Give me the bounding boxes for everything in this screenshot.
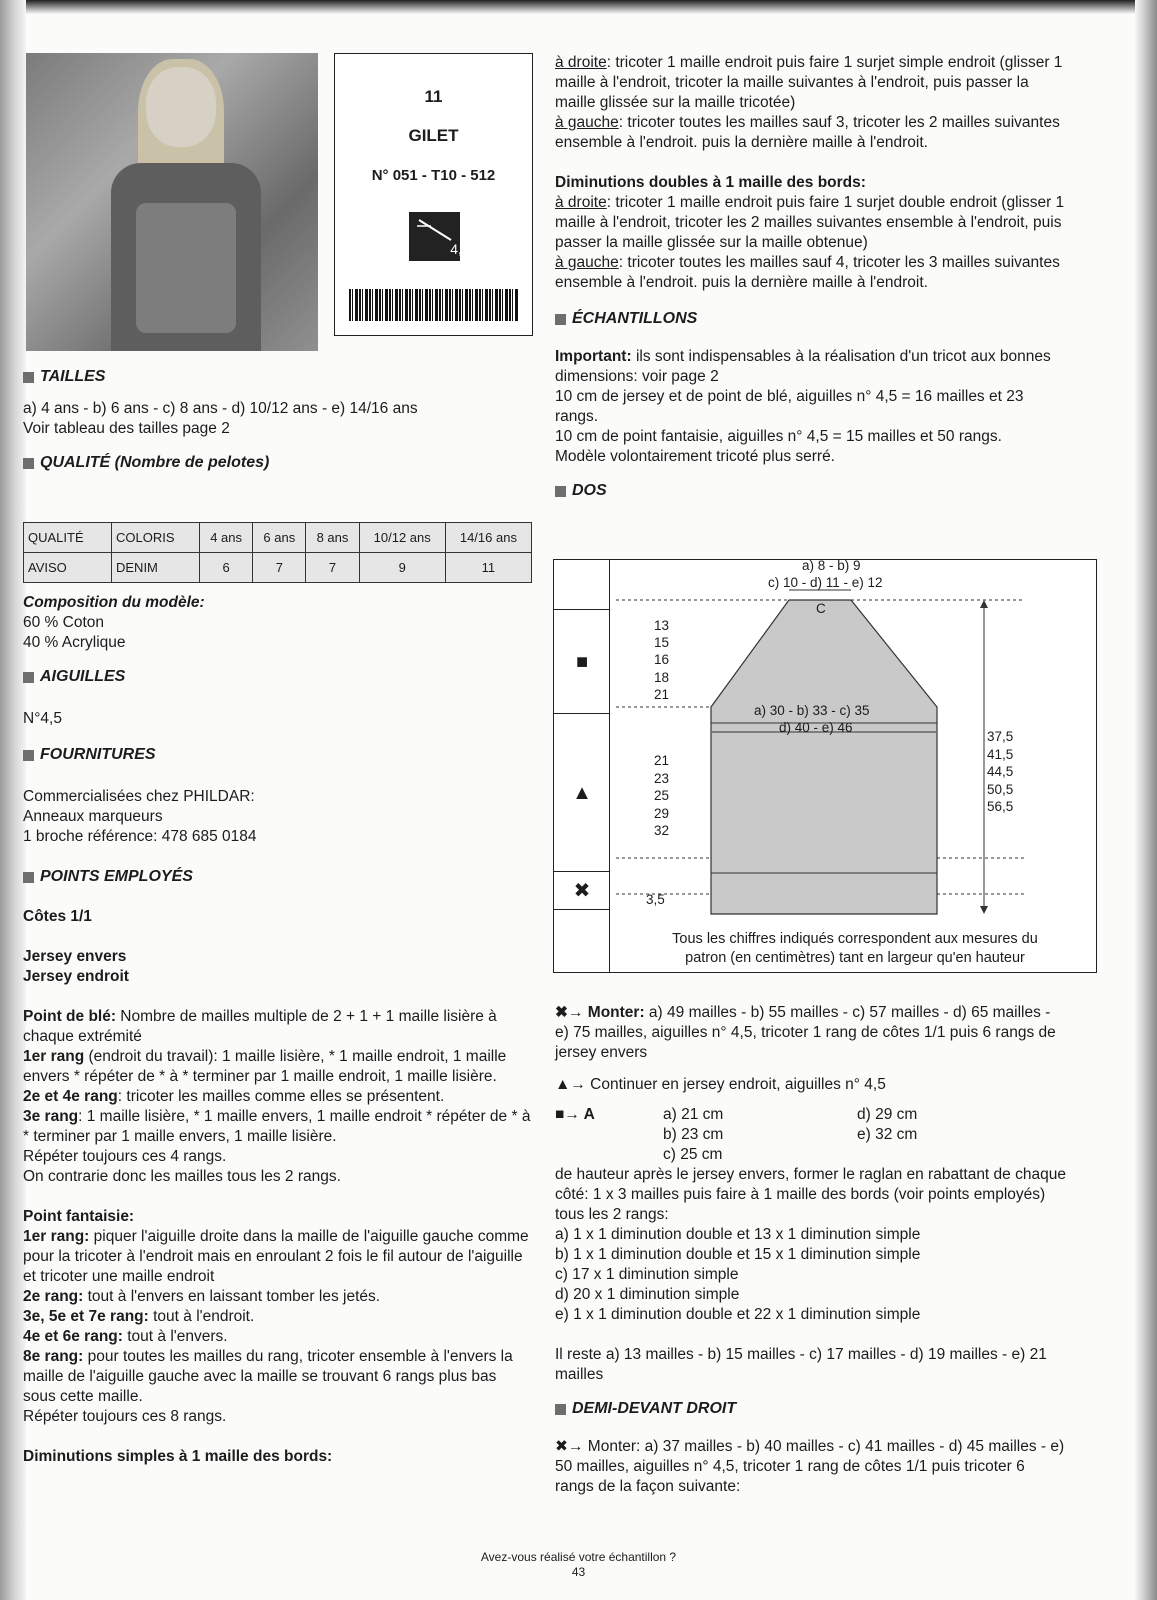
pattern-number: 11	[424, 87, 443, 106]
barcode	[349, 289, 519, 321]
ble-r2-label: 2e et 4e rang	[23, 1088, 118, 1105]
dim-line: e) 1 x 1 diminution double et 22 x 1 diminution simple	[555, 1306, 921, 1323]
dos-schematic	[553, 559, 1097, 973]
pattern-reference: N° 051 - T10 - 512	[371, 167, 496, 184]
dos2: ▲→ Continuer en jersey endroit, aiguilles n° 4,5	[555, 1076, 886, 1093]
pattern-name: GILET	[408, 126, 459, 145]
double-droite-label: à droite	[555, 194, 607, 211]
left-num: 21	[654, 687, 670, 702]
echantillons-title: ÉCHANTILLONS	[572, 310, 698, 327]
composition-line: 40 % Acrylique	[23, 634, 126, 651]
height-value: d) 29 cm	[857, 1106, 918, 1123]
ble-r1: (endroit du travail): 1 maille lisière, * 1 maille endroit, 1 maille envers * répéter de * à * terminer par 1 maille endroit, 1 maille lisière.	[23, 1048, 507, 1085]
f3: tout à l'endroit.	[148, 1308, 255, 1325]
qualite-title: QUALITÉ (Nombre de pelotes)	[40, 454, 270, 471]
simple-gauche: : tricoter toutes les mailles sauf 3, tricoter les 2 mailles suivantes ensemble à l'endroit. puis la dernière maille à l'endroit.	[555, 114, 1060, 151]
right-num: 44,5	[987, 764, 1014, 779]
dim-simple-title: Diminutions simples à 1 maille des bords:	[23, 1448, 333, 1465]
fournitures-line: 1 broche référence: 478 685 0184	[23, 828, 257, 845]
table-header: 10/12 ans	[359, 523, 445, 553]
jersey-endroit: Jersey endroit	[23, 968, 129, 985]
ble-intro: Nombre de mailles multiple de 2 + 1 + 1 maille lisière à chaque extrémité	[23, 1008, 497, 1045]
fournitures-title: FOURNITURES	[40, 746, 156, 763]
simple-gauche-label: à gauche	[555, 114, 619, 131]
left-num: 23	[654, 771, 670, 786]
aiguilles-title: AIGUILLES	[40, 668, 126, 685]
dim-line: d) 20 x 1 diminution simple	[555, 1286, 740, 1303]
caption-line: Tous les chiffres indiqués correspondent aux mesures du	[672, 931, 1038, 947]
right-column-lower	[555, 1003, 1067, 1497]
caption-line: patron (en centimètres) tant en largeur qu'en hauteur	[685, 950, 1025, 966]
aiguilles-line: N°4,5	[23, 710, 62, 727]
f3-label: 3e, 5e et 7e rang:	[23, 1308, 149, 1325]
dim-top1: a) 8 - b) 9	[802, 558, 861, 573]
quality-table	[23, 522, 532, 583]
jersey-envers: Jersey envers	[23, 948, 127, 965]
page-top-shadow	[0, 0, 1157, 14]
table-header: COLORIS	[112, 523, 200, 553]
height-value: e) 32 cm	[857, 1126, 918, 1143]
composition-line: 60 % Coton	[23, 614, 104, 631]
dos3-sym: ■→ A	[555, 1106, 595, 1123]
dim-line: c) 17 x 1 diminution simple	[555, 1266, 739, 1283]
demi1: ✖→ Monter: a) 37 mailles - b) 40 mailles - c) 41 mailles - d) 45 mailles - e) 50 mailles, aiguilles n° 4,5, tricoter 1 rang de côtes 1/1 puis tricoter 6 rangs de la façon suivante:	[555, 1438, 1065, 1495]
table-header: 8 ans	[306, 523, 359, 553]
table-header: 14/16 ans	[445, 523, 531, 553]
dim-line: b) 1 x 1 diminution double et 15 x 1 diminution simple	[555, 1246, 921, 1263]
right-num: 56,5	[987, 799, 1014, 814]
garment-shape	[554, 560, 1098, 974]
simple-droite-label: à droite	[555, 54, 607, 71]
table-header: QUALITÉ	[24, 523, 112, 553]
fournitures-line: Commercialisées chez PHILDAR:	[23, 788, 255, 805]
table-cell: 9	[359, 553, 445, 583]
dos1-sym: ✖→ Monter:	[555, 1004, 645, 1021]
table-cell: AVISO	[24, 553, 112, 583]
square-symbol: ■	[554, 610, 610, 714]
ble-repeat: On contrarie donc les mailles tous les 2 rangs.	[23, 1168, 341, 1185]
table-cell: 7	[253, 553, 306, 583]
echantillon-line: 10 cm de jersey et de point de blé, aiguilles n° 4,5 = 16 mailles et 23 rangs.	[555, 388, 1024, 425]
dos-title: DOS	[572, 482, 607, 499]
ble-r3: : 1 maille lisière, * 1 maille envers, 1 maille endroit * répéter de * à * terminer par 1 maille envers, 1 maille lisière.	[23, 1108, 531, 1145]
table-cell: DENIM	[112, 553, 200, 583]
f1: piquer l'aiguille droite dans la maille de l'aiguille gauche comme pour la tricoter à l'endroit mais en enroulant 2 fois le fil autour de l'aiguille et tricoter une maille endroit	[23, 1228, 529, 1285]
echantillon-line: Modèle volontairement tricoté plus serré.	[555, 448, 835, 465]
tailles-title: TAILLES	[40, 368, 106, 385]
left-num: 13	[654, 618, 670, 633]
dim-mid1: a) 30 - b) 33 - c) 35	[754, 703, 870, 718]
page-right-shadow	[1135, 0, 1157, 1600]
left-num: 25	[654, 788, 670, 803]
fournitures-line: Anneaux marqueurs	[23, 808, 163, 825]
model-photo	[26, 53, 318, 351]
triangle-symbol: ▲	[554, 714, 610, 872]
left-num: 18	[654, 670, 670, 685]
double-droite: : tricoter 1 maille endroit puis faire 1 surjet double endroit (glisser 1 maille à l'endroit, tricoter les 2 mailles suivantes ensemble à l'endroit, puis passer la maille glissée sur la maille obtenue)	[555, 194, 1065, 251]
page-footer	[0, 1550, 1157, 1580]
left-num: 16	[654, 652, 670, 667]
right-column	[555, 53, 1067, 501]
ble-r1-label: 1er rang	[23, 1048, 85, 1065]
demi-title: DEMI-DEVANT DROIT	[572, 1400, 737, 1417]
points-title: POINTS EMPLOYÉS	[40, 868, 193, 885]
dim-top2: c) 10 - d) 11 - e) 12	[768, 575, 883, 590]
f4-label: 4e et 6e rang:	[23, 1328, 123, 1345]
f8-label: 8e rang:	[23, 1348, 84, 1365]
double-gauche: : tricoter toutes les mailles sauf 4, tricoter les 3 mailles suivantes ensemble à l'endroit. puis la dernière maille à l'endroit.	[555, 254, 1060, 291]
right-num: 50,5	[987, 782, 1014, 797]
table-cell: 6	[200, 553, 253, 583]
fantaisie-title: Point fantaisie:	[23, 1208, 135, 1225]
ble-repeat: Répéter toujours ces 4 rangs.	[23, 1148, 227, 1165]
pattern-info-box	[334, 53, 533, 336]
left-num: 29	[654, 806, 670, 821]
ble-title: Point de blé:	[23, 1008, 116, 1025]
tailles-line: a) 4 ans - b) 6 ans - c) 8 ans - d) 10/12 ans - e) 14/16 ans	[23, 400, 418, 417]
table-cell: 11	[445, 553, 531, 583]
dim-line: a) 1 x 1 diminution double et 13 x 1 diminution simple	[555, 1226, 921, 1243]
tailles-line: Voir tableau des tailles page 2	[23, 420, 230, 437]
footer-question: Avez-vous réalisé votre échantillon ?	[480, 1550, 677, 1564]
dim-mid2: d) 40 - e) 46	[779, 720, 853, 735]
needle-size: 4,5	[450, 241, 470, 257]
right-num: 37,5	[987, 729, 1014, 744]
left-column	[23, 367, 533, 473]
f4: tout à l'envers.	[122, 1328, 228, 1345]
dos1: a) 49 mailles - b) 55 mailles - c) 57 mailles - d) 65 mailles - e) 75 mailles, aiguilles n° 4,5, tricoter 1 rang de côtes 1/1 puis 6 rangs de jersey envers	[555, 1004, 1056, 1061]
f2: tout à l'envers en laissant tomber les jetés.	[83, 1288, 381, 1305]
table-header: 4 ans	[200, 523, 253, 553]
important: ils sont indispensables à la réalisation d'un tricot aux bonnes dimensions: voir page 2	[555, 348, 1051, 385]
ble-r2: : tricoter les mailles comme elles se présentent.	[117, 1088, 445, 1105]
f1-label: 1er rang:	[23, 1228, 90, 1245]
height-value: c) 25 cm	[663, 1146, 723, 1163]
double-gauche-label: à gauche	[555, 254, 619, 271]
right-num: 41,5	[987, 747, 1014, 762]
left-column-lower	[23, 593, 533, 1467]
left-num: 21	[654, 753, 670, 768]
heights-grid	[555, 1105, 1067, 1165]
ble-r3-label: 3e rang	[23, 1108, 79, 1125]
cross-symbol: ✖	[554, 872, 610, 910]
f8: pour toutes les mailles du rang, tricoter ensemble à l'envers la maille de l'aiguille gauche avec la maille se trouvant 6 rangs plus bas sous cette maille.	[23, 1348, 513, 1405]
left-num: 15	[654, 635, 670, 650]
bottom-num: 3,5	[646, 892, 665, 907]
reste: Il reste a) 13 mailles - b) 15 mailles - c) 17 mailles - d) 19 mailles - e) 21 mailles	[555, 1346, 1047, 1383]
c-mark: C	[816, 601, 826, 616]
page-number: 43	[571, 1565, 586, 1579]
table-cell: 7	[306, 553, 359, 583]
height-value: b) 23 cm	[663, 1126, 724, 1143]
composition-title: Composition du modèle:	[23, 594, 205, 611]
dos4: de hauteur après le jersey envers, former le raglan en rabattant de chaque côté: 1 x 3 mailles puis faire à 1 maille des bords (voir points employés) tous les 2 rangs:	[555, 1166, 1066, 1223]
diagram-caption	[614, 930, 1096, 968]
left-num: 32	[654, 823, 670, 838]
height-value: a) 21 cm	[663, 1106, 724, 1123]
echantillon-line: 10 cm de point fantaisie, aiguilles n° 4,5 = 15 mailles et 50 rangs.	[555, 428, 1002, 445]
table-header: 6 ans	[253, 523, 306, 553]
fantaisie-repeat: Répéter toujours ces 8 rangs.	[23, 1408, 227, 1425]
f2-label: 2e rang:	[23, 1288, 84, 1305]
simple-droite: : tricoter 1 maille endroit puis faire 1 surjet simple endroit (glisser 1 maille à l'endroit, tricoter la maille suivantes à l'endroit, puis passer la maille glissée sur la maille tricotée)	[555, 54, 1063, 111]
needle-icon	[409, 212, 470, 261]
double-title: Diminutions doubles à 1 maille des bords:	[555, 174, 866, 191]
cotes: Côtes 1/1	[23, 908, 92, 925]
important-label: Important:	[555, 348, 632, 365]
